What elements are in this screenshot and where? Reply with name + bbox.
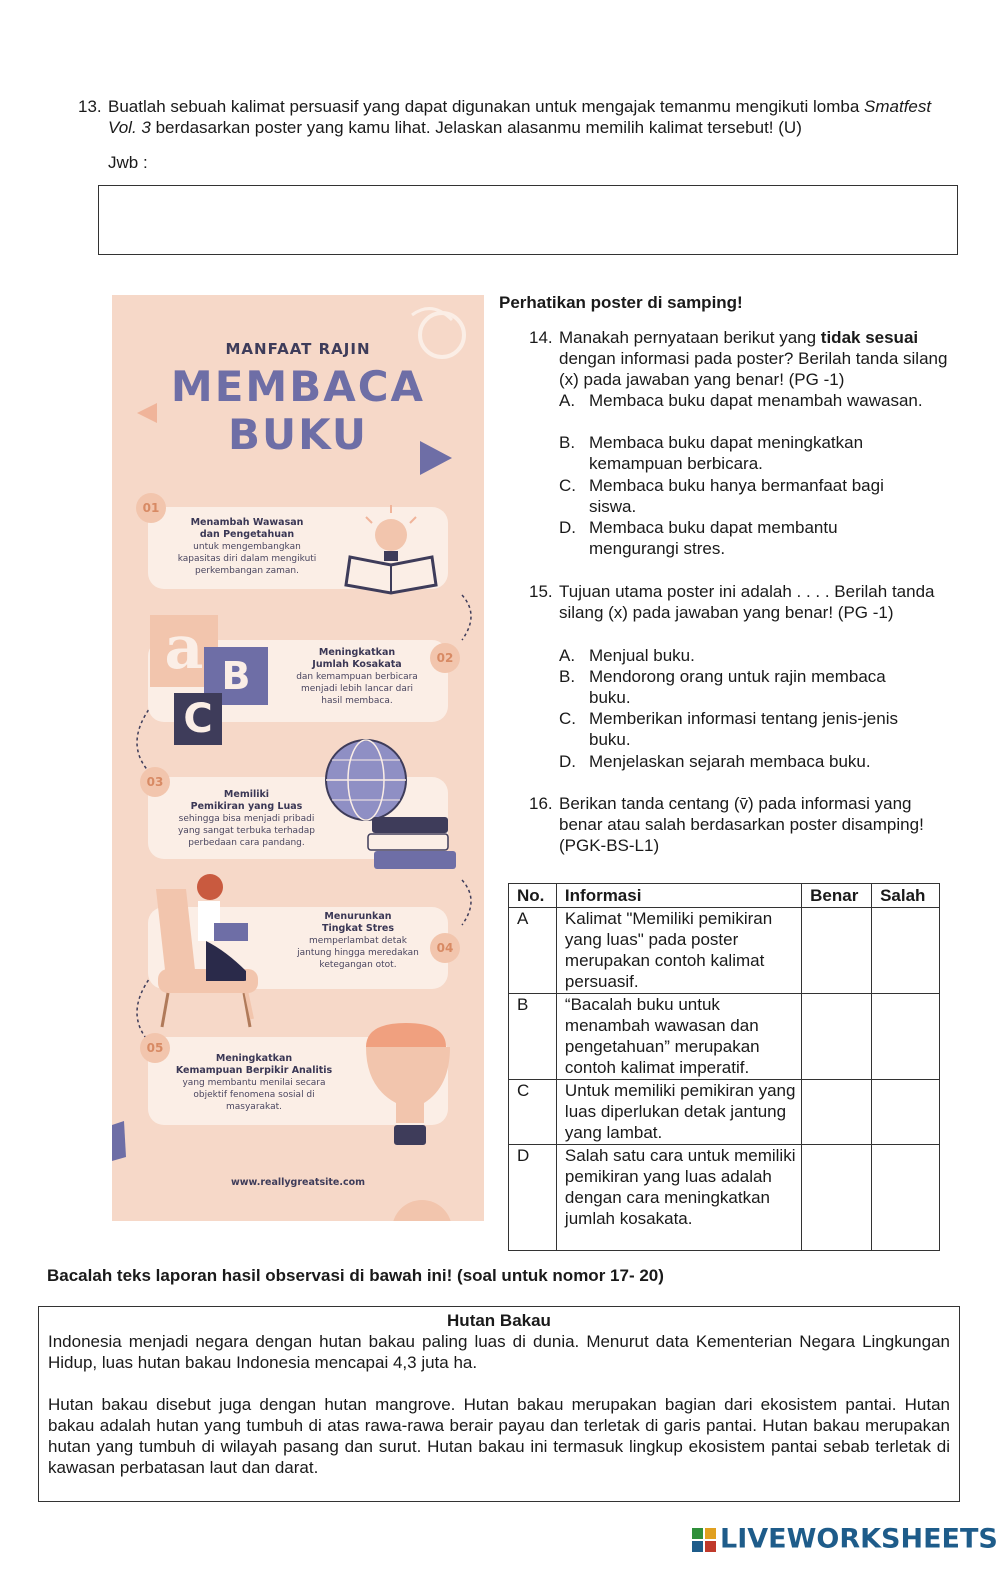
- benefit-number: 01: [136, 493, 166, 523]
- question-number: 13.: [78, 97, 102, 116]
- header-info: Informasi: [556, 884, 801, 908]
- globe-books-icon: [322, 735, 462, 895]
- row-no: A: [509, 908, 557, 994]
- row-info: Untuk memiliki pemikiran yang luas diperlukan detak jantung yang lambat.: [556, 1080, 801, 1145]
- row-info: Salah satu cara untuk memiliki pemikiran yang luas adalah dengan cara meningkatkan jumlah kosakata.: [556, 1145, 801, 1251]
- salah-cell[interactable]: [872, 1145, 940, 1251]
- question-text: Berikan tanda centang (v̄) pada informasi yang benar atau salah berdasarkan poster disamping! (PGK-BS-L1): [559, 794, 924, 855]
- answer-input-box[interactable]: [98, 185, 958, 255]
- benefit-number: 03: [140, 767, 170, 797]
- row-info: Kalimat "Memiliki pemikiran yang luas" pada poster merupakan contoh kalimat persuasif.: [556, 908, 801, 994]
- poster-website: www.reallygreatsite.com: [230, 1177, 366, 1188]
- benefit-text: Meningkatkan Jumlah Kosakata dan kemampuan berbicara menjadi lebih lancar dari hasil membaca.: [296, 647, 418, 706]
- poster-subtitle: MANFAAT RAJIN: [225, 340, 371, 358]
- header-no: No.: [509, 884, 557, 908]
- question-number: 15.: [529, 582, 553, 601]
- letter-block-c: C: [174, 693, 222, 745]
- header-benar: Benar: [802, 884, 872, 908]
- row-info: “Bacalah buku untuk menambah wawasan dan pengetahuan” merupakan contoh kalimat imperatif.: [556, 994, 801, 1080]
- letter-block-a: a: [150, 615, 218, 687]
- answer-label: Jwb :: [108, 153, 148, 172]
- salah-cell[interactable]: [872, 994, 940, 1080]
- brain-bulb-icon: [356, 1017, 456, 1157]
- row-no: D: [509, 1145, 557, 1251]
- question-text: Tujuan utama poster ini adalah . . . . Berilah tanda silang (x) pada jawaban yang benar! (PG -1): [559, 582, 935, 622]
- reading-passage: [38, 1306, 960, 1502]
- passage-paragraph-1: Indonesia menjadi negara dengan hutan bakau paling luas di dunia. Menurut data Kementerian Negara Lingkungan Hidup, luas hutan bakau Indonesia mencapai 4,3 juta ha.: [48, 1332, 950, 1372]
- salah-cell[interactable]: [872, 1080, 940, 1145]
- lightbulb-book-icon: [336, 495, 448, 605]
- question-number: 14.: [529, 328, 553, 347]
- benar-cell[interactable]: [802, 1145, 872, 1251]
- table-row: [509, 994, 940, 1080]
- logo-icon: [692, 1528, 716, 1552]
- benefit-text: Menambah Wawasan dan Pengetahuan untuk mengembangkan kapasitas diri dalam mengikuti perkembangan zaman.: [177, 517, 317, 576]
- benefit-text: Meningkatkan Kemampuan Berpikir Analitis yang membantu menilai secara objektif fenomena sosial di masyarakat.: [175, 1053, 333, 1112]
- table-header-row: [509, 884, 940, 908]
- question-text: Buatlah sebuah kalimat persuasif yang dapat digunakan untuk mengajak temanmu mengikuti lomba Smatfest Vol. 3 berdasarkan poster yang kamu lihat. Jelaskan alasanmu memilih kalimat tersebut! (U): [108, 97, 932, 137]
- benar-cell[interactable]: [802, 1080, 872, 1145]
- benefit-number: 05: [140, 1033, 170, 1063]
- reading-instruction: Bacalah teks laporan hasil observasi di bawah ini! (soal untuk nomor 17- 20): [47, 1266, 664, 1285]
- woman-reading-illustration: [148, 869, 288, 1029]
- benefit-text: Menurunkan Tingkat Stres memperlambat detak jantung hingga meredakan ketegangan otot.: [297, 911, 419, 970]
- passage-paragraph-2: Hutan bakau disebut juga dengan hutan mangrove. Hutan bakau merupakan bagian dari ekosistem pantai. Hutan bakau adalah hutan yang tumbuh di atas rawa-rawa berair payau dan terletak di garis pantai. Hutan bakau merupakan hutan yang tumbuh di wilayah pasang dan surut. Hutan bakau ini termasuk lingkup ekosistem pantai sebab terletak di kawasan perbatasan laut dan darat.: [48, 1395, 950, 1477]
- benefit-number: 04: [430, 933, 460, 963]
- liveworksheets-logo: LIVEWORKSHEETS: [692, 1528, 998, 1552]
- benar-cell[interactable]: [802, 994, 872, 1080]
- row-no: B: [509, 994, 557, 1080]
- poster-title: MEMBACA BUKU: [170, 362, 426, 459]
- benar-cell[interactable]: [802, 908, 872, 994]
- question-text: Manakah pernyataan berikut yang tidak sesuai dengan informasi pada poster? Berilah tanda silang (x) pada jawaban yang benar! (PG -1): [559, 328, 948, 389]
- letter-block-b: B: [204, 647, 268, 705]
- benefit-text: Memiliki Pemikiran yang Luas sehingga bisa menjadi pribadi yang sangat terbuka terhadap perbedaan cara pandang.: [177, 789, 316, 848]
- row-no: C: [509, 1080, 557, 1145]
- benefit-number: 02: [430, 643, 460, 673]
- true-false-table: [508, 883, 940, 1251]
- poster-instruction: Perhatikan poster di samping!: [499, 293, 743, 312]
- table-row: [509, 908, 940, 994]
- question-number: 16.: [529, 794, 553, 813]
- passage-title: Hutan Bakau: [447, 1311, 551, 1330]
- table-row: [509, 1080, 940, 1145]
- salah-cell[interactable]: [872, 908, 940, 994]
- header-salah: Salah: [872, 884, 940, 908]
- poster-manfaat-membaca: [112, 295, 484, 1221]
- table-row: [509, 1145, 940, 1251]
